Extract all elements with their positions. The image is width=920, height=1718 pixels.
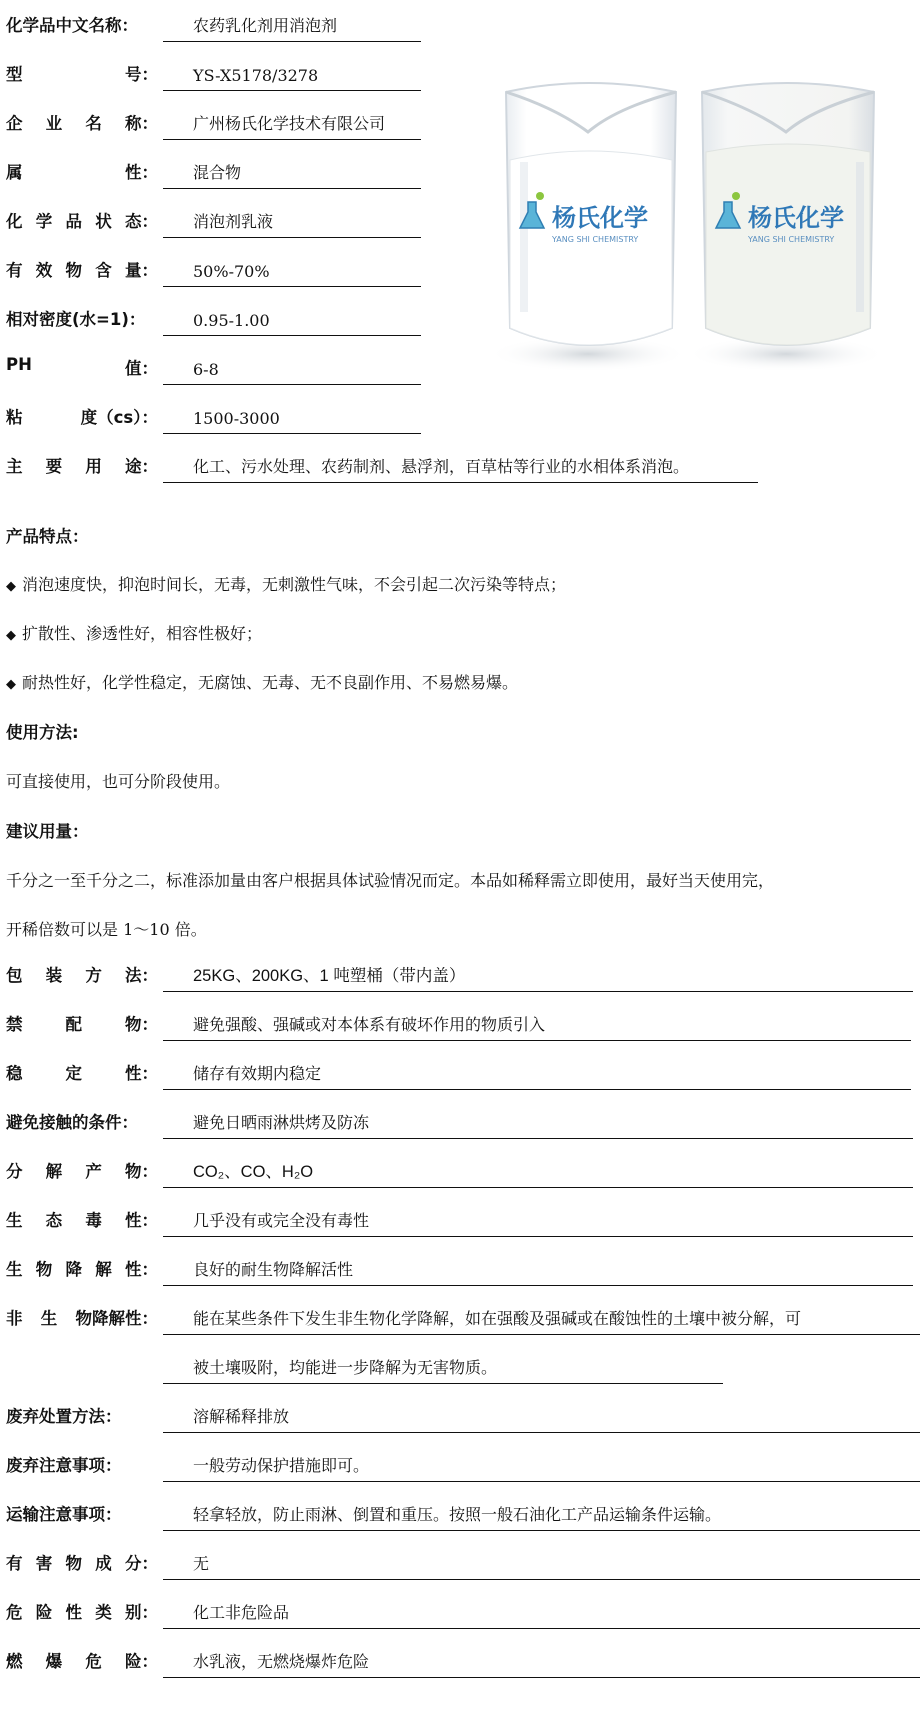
prop-row (6, 1452, 370, 1482)
feature-item: ◆ 消泡速度快，抑泡时间长，无毒，无刺激性气味，不会引起二次污染等特点； (6, 575, 567, 594)
prop-row (6, 1207, 370, 1237)
prop-label: 运输注意事项： (6, 1505, 122, 1524)
logo-text-left: 杨氏化学 (552, 204, 648, 232)
product-photo (496, 72, 920, 376)
prop-value: 储存有效期内稳定 (163, 1061, 911, 1090)
prop-row (6, 1060, 322, 1090)
prop-value: CO₂、CO、H₂O (163, 1158, 913, 1188)
spec-value: 消泡剂乳液 (163, 209, 421, 238)
prop-label: 危 险 性 类 别： (6, 1603, 158, 1622)
prop-value: 水乳液，无燃烧爆炸危险 (163, 1649, 920, 1678)
logo-text-right: 杨氏化学 (748, 204, 844, 232)
spec-row (6, 257, 270, 287)
spec-label: 化 学 品 状 态： (6, 212, 158, 231)
prop-row (6, 962, 466, 992)
prop-label: 燃 爆 危 险： (6, 1652, 158, 1671)
spec-row (6, 61, 319, 91)
spec-label: 属 性： (6, 163, 158, 182)
spec-label: PH 值： (6, 355, 158, 378)
prop-label: 废弃注意事项： (6, 1456, 122, 1475)
prop-row (6, 1403, 290, 1433)
logo-sub-left: YANG SHI CHEMISTRY (552, 235, 639, 244)
prop-row (6, 1109, 370, 1139)
prop-row (6, 1158, 314, 1188)
spec-label: 化学品中文名称： (6, 16, 138, 35)
spec-row (6, 306, 270, 336)
spec-row (6, 355, 219, 385)
prop-label: 生 物 降 解 性： (6, 1260, 158, 1279)
feature-item: ◆ 耐热性好，化学性稳定，无腐蚀、无毒、无不良副作用、不易燃易爆。 (6, 673, 519, 692)
usage-heading: 使用方法: (6, 723, 79, 742)
spec-value: YS-X5178/3278 (163, 66, 421, 91)
spec-row (6, 159, 242, 189)
prop-value: 轻拿轻放，防止雨淋、倒置和重压。按照一般石油化工产品运输条件运输。 (163, 1502, 920, 1531)
spec-label: 型 号： (6, 65, 158, 84)
dosage-text-line2: 开稀倍数可以是 1～10 倍。 (6, 920, 207, 939)
prop-value: 几乎没有或完全没有毒性 (163, 1208, 913, 1237)
spec-row (6, 208, 274, 238)
spec-row (6, 12, 338, 42)
prop-value: 化工非危险品 (163, 1600, 920, 1629)
prop-value: 被土壤吸附，均能进一步降解为无害物质。 (163, 1355, 723, 1384)
prop-label: 分 解 产 物： (6, 1162, 158, 1181)
spec-row (6, 453, 690, 483)
prop-value: 25KG、200KG、1 吨塑桶（带内盖） (163, 962, 913, 992)
prop-row (6, 1550, 210, 1580)
prop-label: 废弃处置方法： (6, 1407, 122, 1426)
prop-value: 避免强酸、强碱或对本体系有破坏作用的物质引入 (163, 1012, 911, 1041)
prop-value: 溶解稀释排放 (163, 1404, 920, 1433)
diamond-bullet-icon: ◆ (6, 579, 16, 594)
spec-value: 50%-70% (163, 262, 421, 287)
prop-value: 无 (163, 1551, 920, 1580)
diamond-bullet-icon: ◆ (6, 677, 16, 692)
prop-label: 禁 配 物： (6, 1015, 158, 1034)
spec-label: 主 要 用 途： (6, 457, 158, 476)
prop-label: 生 态 毒 性： (6, 1211, 158, 1230)
prop-label: 避免接触的条件： (6, 1113, 138, 1132)
prop-label: 稳 定 性： (6, 1064, 158, 1083)
spec-label: 粘 度（cs）： (6, 408, 158, 427)
prop-value: 良好的耐生物降解活性 (163, 1257, 913, 1286)
prop-row (6, 1256, 354, 1286)
dosage-heading: 建议用量： (6, 822, 89, 841)
spec-label: 企 业 名 称： (6, 114, 158, 133)
spec-label: 有 效 物 含 量： (6, 261, 158, 280)
prop-row (6, 1011, 546, 1041)
prop-row (6, 1305, 802, 1335)
spec-value: 广州杨氏化学技术有限公司 (163, 111, 421, 140)
feature-item: ◆ 扩散性、渗透性好，相容性极好； (6, 624, 263, 643)
prop-value: 能在某些条件下发生非生物化学降解，如在强酸及强碱或在酸蚀性的土壤中被分解，可 (163, 1306, 920, 1335)
spec-value: 0.95-1.00 (163, 311, 421, 336)
spec-value: 6-8 (163, 360, 421, 385)
prop-value: 避免日晒雨淋烘烤及防冻 (163, 1110, 913, 1139)
spec-value: 混合物 (163, 160, 421, 189)
features-heading: 产品特点： (6, 527, 89, 546)
spec-row (6, 110, 386, 140)
spec-value: 1500-3000 (163, 409, 421, 434)
logo-sub-right: YANG SHI CHEMISTRY (748, 235, 835, 244)
prop-label: 包 装 方 法： (6, 966, 158, 985)
usage-text: 可直接使用，也可分阶段使用。 (6, 772, 231, 791)
prop-row (6, 1501, 722, 1531)
prop-label: 非 生 物降解性： (6, 1309, 158, 1328)
spec-value: 农药乳化剂用消泡剂 (163, 13, 421, 42)
prop-label: 有 害 物 成 分： (6, 1554, 158, 1573)
dosage-text-line1: 千分之一至千分之二，标准添加量由客户根据具体试验情况而定。本品如稀释需立即使用，最好当天使用完， (6, 871, 775, 890)
spec-row (6, 404, 280, 434)
diamond-bullet-icon: ◆ (6, 628, 16, 643)
spec-label: 相对密度(水=1)： (6, 310, 146, 329)
prop-value: 一般劳动保护措施即可。 (163, 1453, 920, 1482)
prop-row (6, 1648, 370, 1678)
spec-value: 化工、污水处理、农药制剂、悬浮剂，百草枯等行业的水相体系消泡。 (163, 454, 758, 483)
prop-row (6, 1599, 290, 1629)
